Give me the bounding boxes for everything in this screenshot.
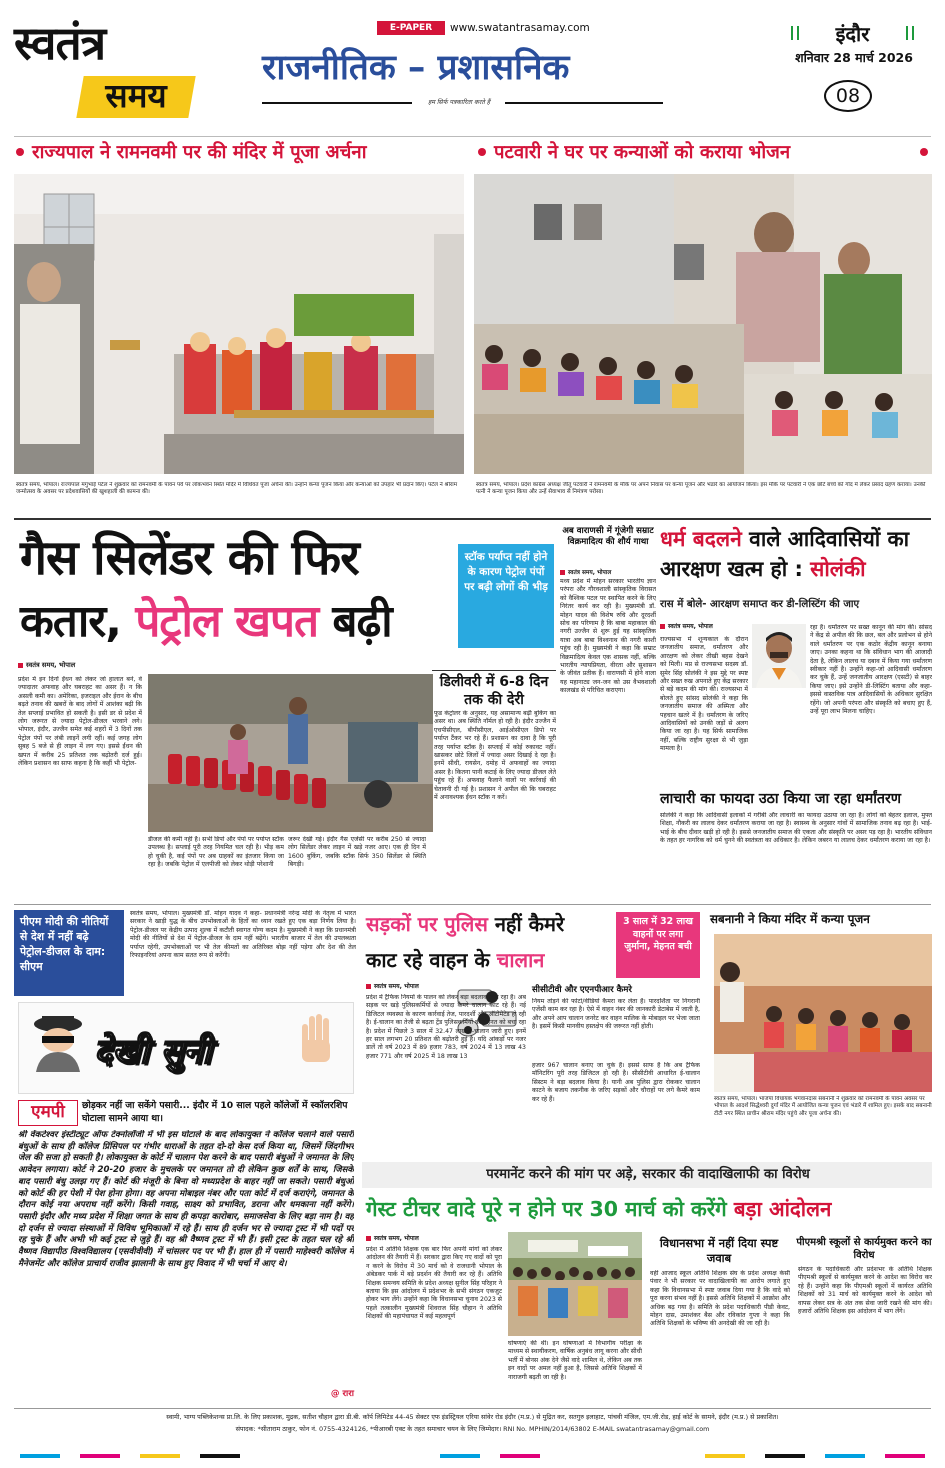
guest-story [362, 1160, 932, 1404]
section-title: राजनीतिक – प्रशासनिक [262, 48, 570, 88]
governor-photo [14, 174, 464, 474]
city-name: इंदौर [835, 22, 870, 46]
governor-story [14, 138, 464, 514]
masthead-rule-right [505, 102, 663, 104]
cctv-head: सीसीटीवी और एएनपीआर कैमरे [532, 985, 632, 995]
police-headline-line2: काट रहे वाहन के चालान [366, 948, 545, 972]
guest-kicker: परमानेंट करने की मांग पर अड़े, सरकार की वादाखिलाफी का विरोध [486, 1167, 810, 1182]
gas-headline-line2: कतार, पेट्रोल खपत बढ़ी [20, 596, 392, 647]
sabnani-caption: स्वतंत्र समय, भोपाल। भाजपा विधायक भगवानदास सबनानी ने शुक्रवार को रामनवमी के पावन अवसर पर भोपाल के आदर्श सिद्धेश्वरी दुर्गा मंदिर में आयोजित कन्या पूजन एवं भंडारे में शामिल हुए। इसके बाद सबनानी टीटी नगर स्थित प्राचीन श्रीराम मंदिर पहुंचे और पूजा अर्चना की। [714, 1096, 932, 1117]
governor-caption: स्वतंत्र समय, भोपाल। राज्यपाल मंगुभाई पटेल ने शुक्रवार को रामनवमी के पावन पर्व पर लोकभवन स्थित मंदिर में विधिवत पूजा अर्चना की। उन्होंने कन्या पूजन किया और कन्याओं को उपहार भी प्रदान किए। पटेल ने श्रीराम जन्मोत्सव के अवसर पर प्रदेशवासियों की खुशहाली की कामना की। [16, 482, 458, 496]
sabnani-story [710, 908, 932, 1158]
lachari-headline: लाचारी का फायदा उठा किया जा रहा धर्मांतरण [660, 791, 902, 807]
patwari-photo [474, 174, 932, 474]
issue-date: शनिवार 28 मार्च 2026 [795, 50, 913, 65]
solanki-photo [752, 624, 806, 688]
print-registration-marks [20, 1452, 925, 1460]
date-bars-right [906, 26, 914, 40]
dekhi-author: @ रारा [330, 1389, 354, 1399]
governor-headline: राज्यपाल ने रामनवमी पर की मंदिर में पूजा अर्चना [32, 142, 367, 163]
dharma-headline: धर्म बदलने वाले आदिवासियों का आरक्षण खत्म हो : सोलंकी [660, 527, 910, 581]
lachari-body: सोलंकी ने कहा कि आदिवासी इलाकों में गरीबी और लाचारी का फायदा उठाया जा रहा है। लोगों को बेहतर इलाज, मुफ्त शिक्षा, नौकरी का लालच देकर धर्मांतरण कराया जा रहा है। स्वास्थ्य के अनुसार गांवों में सामाजिक तनाव बढ़ रहा है। भाई-भाई के बीच दीवार खड़ी हो रही है। इससे जनजातीय समाज की एकता और संस्कृति पर असर पड़ रहा है। भारतीय संविधान के तहत हर नागरिक को धर्म चुनने की स्वतंत्रता का अधिकार है। लेकिन जबरन या लालच देकर धर्मांतरण कराया जा रहा है। [660, 812, 932, 845]
guest-byline: स्वतंत्र समय, भोपाल [366, 1234, 419, 1242]
headline-bullet [920, 148, 928, 156]
dharma-byline: स्वतंत्र समय, भोपाल [660, 622, 713, 630]
padma-body: संगठन के पदाधिकारी और प्रदेशभर के अतिथि शिक्षक पीएमश्री स्कूलों से कार्यमुक्त करने के आदेश का विरोध कर रहे हैं। उन्होंने कहा कि पीएमश्री स्कूलों में कार्यरत अतिथि शिक्षकों को 31 मार्च को कार्यमुक्त करने के आदेश को वापस लेकर सत्र के अंत तक सेवा जारी रखने की मांग की। हजारों अतिथि शिक्षक इस आंदोलन में भाग लेंगे। [798, 1266, 932, 1316]
patwari-headline: पटवारी ने घर पर कन्याओं को कराया भोजन [494, 142, 791, 163]
gas-col2: डीजल की कमी नहीं है। सभी डिपो और पंपों पर पर्याप्त स्टॉक उपलब्ध है। सप्लाई पूरी तरह नियमित चल रही है। भीड़ कम हो चुकी है, कई पंपों पर अब ग्राहकों का इंतजार किया जा रहा है। जबकि पेट्रोल में एलपीजी को लेकर थोड़ी परेशानी [148, 836, 284, 869]
dekhi-headline: छोड़कर नहीं जा सकेंगे पसारी... इंदौर में 10 साल पहले कॉलेजों में स्कॉलरशिप घोटाला सामने आया था। [82, 1100, 348, 1124]
cctv-body: नियम तोड़ने की फोटो/वीडियो कैमरा कर लेता है। पारदर्शिता पर निगरानी एजेंसी काम कर रहा है। ऐसे में वाहन नंबर की जानकारी डेटाबेस में जाती है, और अपने आप चालान जनरेट कर वाहन मालिक के मोबाइल पर भेजा जाता है। इसमें किसी मानवीय हस्तक्षेप की जरूरत नहीं होती। [532, 998, 700, 1031]
dekhi-body: श्री वेंकटेश्वर इंस्टीट्यूट ऑफ टेक्नोलॉजी में भी इस घोटाले के बाद लोकायुक्त ने कॉलेज चलाने वाले पसारी बंधुओं के साथ ही कॉलेज प्रिंसिपल पर गंभीर धाराओं के तहत दो-दो केस दर्ज किया था, जिसमें जिंदगीभर जेल की सजा हो सकती है। लोकायुक्त के कोर्ट में चालान पेश करने के बाद पसारी बंधुओं ने जमानत के लिए आवेदन लगाया। कोर्ट ने 20-20 हजार के मुचलके पर जमानत तो दी लेकिन कुछ शर्तें के साथ, जिसके बाद पसारी बंधु उलझ गए हैं। कोर्ट की मंजूरी के बिना वो मध्यप्रदेश के बाहर नहीं जा सकते। पसारी बंधुओं को कोर्ट की हर पेशी में पेश होना होगा। वह अपना मोबाइल नंबर और पता कोर्ट में दर्ज कराएंगे, जमानत के दौरान कोई नया अपराध नहीं करेंगे। किसी गवाह, साक्ष्य को प्रभावित, डराना और धमकाना नहीं करेंगे। पसारी इंदौर और मध्य प्रदेश में शिक्षा जगत के साथ ही कपड़ा कारोबार, समाजसेवा के लिए बड़ा नाम है। वह दो दर्जन से ज्यादा संस्थाओं में विविध भूमिकाओं में रहे हैं। साथ ही दर्जन भर से ज्यादा ट्रस्ट में भी पदों पर रह चुके हैं और अभी भी कई ट्रस्ट से जुड़े हैं। वह श्री वैष्णव ट्रस्ट में भी हैं। इसी ट्रस्ट के तहत चल रहे श्री वैष्णव विद्यापीठ विश्वविद्यालय (एसवीवीवी) में चांसलर पद पर भी हैं। हाल ही में पसारी माहेश्वरी कॉलेज में मैनेजमेंट और कॉलेज प्राचार्य राजीव झालानी के साथ हुए विवाद में भी चर्चा में आए थे। [18, 1130, 354, 1269]
padma-head: पीएमश्री स्कूलों से कार्यमुक्त करने का विरोध [796, 1237, 932, 1261]
dharma-body-left: राज्यसभा में शून्यकाल के दौरान जनजातीय समाज, धर्मांतरण और आरक्षण को लेकर तीखी बहस देखने को मिली। मप्र से राज्यसभा सदस्य डॉ. सुमेर सिंह सोलंकी ने इस मुद्दे पर स्पष्ट और सख्त रुख अपनाते हुए केंद्र सरकार से बड़े कदम की मांग की। राज्यसभा में बोलते हुए सांसद सोलंकी ने कहा कि जनजातीय समाज की अस्मिता और पहचान खतरे में है। धर्मांतरण के जरिए आदिवासियों को उनकी जड़ों से अलग किया जा रहा है। यह सिर्फ सामाजिक नहीं, बल्कि राष्ट्रीय सुरक्षा से भी जुड़ा मामला है। [660, 636, 748, 753]
pm-story [14, 908, 354, 998]
logo-line2: समय [105, 76, 167, 115]
page-number: 08 [824, 80, 872, 112]
varanasi-headline: अब वाराणसी में गूंजेगी सम्राट विक्रमादित्य की शौर्य गाथा [562, 526, 654, 547]
pm-headline: पीएम मोदी की नीतियों से देश में नहीं बढ़े पेट्रोल-डीजल के दाम: सीएम [14, 910, 124, 996]
divider-top [14, 136, 931, 137]
vidhan-head: विधानसभा में नहीं दिया स्पष्ट जवाब [659, 1236, 779, 1265]
detective-icon [30, 1012, 86, 1072]
masthead-rule-left [262, 102, 412, 104]
police-byline: स्वतंत्र समय, भोपाल [366, 982, 419, 990]
dekhi-suni [14, 1000, 356, 1402]
guest-protest-photo [508, 1232, 642, 1336]
dekhi-logo: देखी सुनी [94, 1032, 212, 1072]
guest-body-mid: घोषणाएं की थीं। इन घोषणाओं में विभागीय परीक्षा के माध्यम से स्थायीकरण, वार्षिक अनुबंध लागू करना और सीधी भर्ती में बोनस अंक देने जैसे वादे शामिल थे, लेकिन अब तक इन वादों पर अमल नहीं हुआ है, जिससे अतिथि शिक्षकों में नाराजगी बढ़ती जा रही है। [508, 1340, 642, 1381]
footer-imprint: स्वामी, भाग्य पब्लिकेशन्स प्रा.लि. के लिए प्रकाशक, मुद्रक, सतीश चौहान द्वारा डी.बी. कॉर्प लिमिटेड 44-45 सेक्टर एफ इंडस्ट्रियल एरिया सांवेर रोड इंदौर (म.प्र.) से मुद्रित कर, सतगुरु इलाहाट, पांचवी मंजिल, एम.जी.रोड, हाई कोर्ट के सामने, इंदौर (म.प्र.) से प्रकाशित। [166, 1413, 779, 1421]
dharma-subhead: रास में बोले- आरक्षण समाप्त कर डी-लिस्टिंग की जाए [660, 599, 860, 610]
pm-body: स्वतंत्र समय, भोपाल। मुख्यमंत्री डॉ. मोहन यादव ने कहा- प्रधानमंत्री नरेन्द्र मोदी के नेतृत्व में भारत सरकार ने खाड़ी युद्ध के बीच उपभोक्ताओं के हितों का ध्यान रखते हुए एक बड़ा निर्णय लिया है। पेट्रोल-डीजल पर केंद्रीय उत्पाद शुल्क में कटौती स्वागत योग्य कदम है। मुख्यमंत्री ने कहा कि प्रधानमंत्री मोदी की नीतियों से देश में पेट्रोल-डीजल के दाम नहीं बढ़ेंगे। भारतीय बाजार में तेल की उपलब्धता पर्याप्त रहेगी, उपभोक्ताओं पर भी तेल कीमतों का अतिरिक्त बोझ नहीं पड़ेगा और देश की तेल रिफाइनरियां अपना काम सतत रूप से करेंगी। [130, 910, 356, 960]
dharma-body-right: रहा है। धर्मांतरण पर सख्त कानून की मांग की। सांसद ने केंद्र से अपील की कि छल, बल और प्रलोभन से होने वाले धर्मांतरण पर एक कठोर केंद्रीय कानून बनाया जाए। उनका कहना था कि संविधान भाग की आजादी देता है, लेकिन लालच या दबाव में किया गया धर्मांतरण स्वीकार नहीं है। उन्होंने कहा-जो आदिवासी धर्मांतरण कर चुके हैं, उन्हें जनजातीय आरक्षण (एसटी) से बाहर किया जाए। इसे उन्होंने डी-लिस्टिंग बताया और कहा-इससे वास्तविक पात्र आदिवासियों के अधिकार सुरक्षित रहेंगे। जो अपनी परंपरा और संस्कृति को बचाए हुए हैं, उन्हें पूरा लाभ मिलना चाहिए। [810, 624, 932, 716]
gas-col1: प्रदेश में इन दिनों ईंधन को लेकर जो हालात बने, वे ज्यादातर अफवाह और घबराहट का असर हैं। न कि असली कमी का। अमेरिका, इजराइल और ईरान के बीच बढ़ते तनाव की खबरों के बाद लोगों में आशंका बढ़ी कि तेल सप्लाई प्रभावित हो सकती है। इसी डर से प्रदेश में लोग जरूरत से ज्यादा पेट्रोल-डीजल भरवाने लगे। भोपाल, इंदौर, उज्जैन समेत कई शहरों में 3 दिनों तक पेट्रोल पंपों पर लंबी लाइनें लगी रहीं। कई जगह लोग सुबह 5 बजे से ही लाइन में लग गए। इससे ईंधन की खपत में करीब 25 प्रतिशत तक बढ़ोतरी दर्ज हुई। लेकिन प्रशासन का साफ कहना है कि कहीं भी पेट्रोल- [18, 676, 142, 768]
footer-editor: संपादक: *सीताराम ठाकुर, फोन नं. 0755-4324126, *पीआरबी एक्ट के तहत समाचार चयन के लिए जिम्मेदार। RNI No. MPHIN/2014/63802 E-MAIL swatantrasamay@gmail.com [235, 1425, 710, 1433]
gas-photo [148, 674, 433, 832]
dharma-story [660, 524, 932, 788]
delivery-body: फूड कंट्रोलर के अनुसार, यह असामान्य बढ़ी बुकिंग का असर था। अब स्थिति नॉर्मल हो रही है। इंदौर उज्जैन में एचपीसीएल, बीपीसीएल, आईओसीएल डिपो पर पर्याप्त टैंकर भर रहे हैं। प्रशासन का दावा है कि पूरी तरह पर्याप्त स्टॉक है। सप्लाई में कोई रुकावट नहीं। खासकर छोटे जिलों में ज्यादा असर दिखाई दे रहा है। इनमें सीधी, रायसेन, दमोह में अफवाहों का ज्यादा असर है। कितना पानी कटाई के लिए ज्यादा डीजल लेते पहुंच रहे हैं। अफवाह फैलाने वालों पर कार्रवाई की चेतावनी दी गई है। प्रशासन ने अपील की कि घबराहट में अनावश्यक ईंधन स्टॉक न करें। [434, 710, 556, 802]
police-story [362, 908, 702, 1158]
divider-row2 [14, 904, 931, 905]
footer-rule [14, 1408, 931, 1409]
varanasi-body: मध्य प्रदेश में मोहन सरकार भारतीय ज्ञान परंपरा और गौरवशाली सांस्कृतिक विरासत को वैश्विक पटल पर स्थापित करने के लिए निरंतर कार्य कर रही है। मुख्यमंत्री डॉ. मोहन यादव की विशेष रुचि और दूरदर्शी सोच का परिणाम है कि बाबा महाकाल की नगरी उज्जैन से शुरू हुई यह सांस्कृतिक यात्रा अब बाबा विश्वनाथ की नगरी काशी पहुंच रही है। मुख्यमंत्री ने कहा कि सम्राट विक्रमादित्य केवल एक शासक नहीं, बल्कि भारतीय न्यायप्रियता, वीरता और सुशासन के जीवंत प्रतीक हैं। वाराणसी में होने वाला यह महानाट्य जन-जन को उस वैभवशाली कालखंड से परिचित कराएगा। [560, 578, 656, 695]
logo-line1: स्वतंत्र [14, 16, 106, 70]
lachari-story [660, 788, 932, 906]
delivery-headline: डिलीवरी में 6-8 दिन तक की देरी [432, 670, 556, 709]
police-headline-line1: सड़कों पर पुलिस नहीं कैमरे [366, 912, 565, 936]
police-highlight: 3 साल में 32 लाख वाहनों पर लगा जुर्माना, मेहनत बची [616, 912, 700, 978]
guest-headline: गेस्ट टीचर वादे पूरे न होने पर 30 मार्च को करेंगे बड़ा आंदोलन [366, 1197, 832, 1221]
gas-story [14, 524, 556, 909]
sabnani-photo [714, 934, 932, 1092]
gas-headline-line1: गैस सिलेंडर की फिर [20, 530, 359, 586]
masthead [0, 0, 945, 132]
patwari-story [472, 138, 932, 514]
tagline: हम सिर्फ पत्रकारिता करते हैं [427, 99, 491, 106]
headline-bullet [478, 148, 486, 156]
gas-col3: जरूर देखी गई। इंदौर गैस एजेंसी पर करीब 250 से ज्यादा लोग सिलेंडर लेकर लाइन में खड़े नजर आए। एक ही दिन में 1600 बुकिंग, जबकि स्टॉक सिर्फ 350 सिलेंडर से स्थिति बिगड़ी। [288, 836, 426, 869]
gas-byline: स्वतंत्र समय, भोपाल [18, 660, 75, 669]
police-body-right: हजार 967 चालान बनाए जा चुके हैं। इससे साफ है कि अब ट्रैफिक मॉनिटरिंग पूरी तरह डिजिटल हो रही है। सीसीटीवी आधारित ई-चालान सिस्टम ने बड़ा बदलाव किया है। यानी अब पुलिस द्वारा रोककर चालान काटने के बजाय तकनीक के जरिए सड़कों और चौराहों पर लगे कैमरे काम कर रहे हैं। [532, 1062, 700, 1103]
guest-body-left: प्रदेश में अतिथि शिक्षक एक बार फिर अपनी मांगों को लेकर आंदोलन की तैयारी में हैं। सरकार द्वारा किए गए वादों को पूरा न करने के विरोध में 30 मार्च को वे राजधानी भोपाल के अंबेडकर पार्क में बड़े प्रदर्शन की तैयारी कर रहे हैं। अतिथि शिक्षक समन्वय समिति के प्रदेश अध्यक्ष सुनील सिंह परिहार ने बताया कि इस आंदोलन में प्रदेशभर के सभी संगठन एकजुट होकर भाग लेंगे। उन्होंने कहा कि विधानसभा चुनाव 2023 से पहले तत्कालीन मुख्यमंत्री शिवराज सिंह चौहान ने अतिथि शिक्षकों की महापंचायत में कई महत्वपूर्ण [366, 1246, 502, 1321]
gas-highlight-box: स्टॉक पर्याप्त नहीं होने के कारण पेट्रोल पंपों पर बढ़ी लोगों की भीड़ [458, 544, 554, 648]
varanasi-story [560, 524, 656, 909]
website-link[interactable]: www.swatantrasamay.com [450, 22, 590, 34]
patwari-caption: स्वतंत्र समय, भोपाल। प्रदेश कांग्रेस अध्यक्ष जीतू पटवारी ने रामनवमी के मौके पर अपने निवास पर कन्या पूजन और भंडारे का आयोजन किया। इस मौके पर पटवारी ने एक छोटे बच्चे को गोद में लेकर प्रसाद ग्रहण कराया। उनकी पत्नी ने कन्या पूजन किया और उन्हें सेवाभाव से निमंत्रण परोसा। [476, 482, 926, 496]
date-bars-left [791, 26, 799, 40]
headline-bullet [16, 148, 24, 156]
hand-icon [294, 1010, 338, 1064]
sabnani-headline: सबनानी ने किया मंदिर में कन्या पूजन [710, 912, 870, 926]
epaper-badge: E-PAPER [377, 21, 445, 35]
police-body-left: प्रदेश में ट्रैफिक नियमों के पालन को लेकर बड़ा बदलाव दिख रहा है। अब सड़क पर खड़े पुलिसकर्मियों से ज्यादा कैमरे चालान काट रहे हैं। नई डिजिटल व्यवस्था के कारण कार्रवाई तेज, पारदर्शी और ऑटोमेटेड हो रही है। ई-चालान का तेजी से बढ़ता ट्रेंड पुलिसकर्मियों की मेहनत को बचा रहा है। प्रदेश में पिछले 3 साल में 32.47 लाख ई-चालान जारी हुए। इनमें हर साल लगभग 20 प्रतिशत की बढ़ोतरी हुई है। यदि आंकड़ों पर नजर डालें तो वर्ष 2023 में 89 हजार 783, वर्ष 2024 में 13 लाख 43 हजार 771 और वर्ष 2025 में 18 लाख 13 [366, 994, 526, 1060]
varanasi-byline: स्वतंत्र समय, भोपाल [560, 568, 611, 576]
divider-mid [14, 518, 931, 520]
dekhi-label: एमपी [18, 1100, 78, 1126]
vidhan-body: वहीं आजाद स्कूल अतिथि शिक्षक संघ के प्रदेश अध्यक्ष केसी पंवार ने भी सरकार पर वादाखिलाफी का आरोप लगाते हुए कहा कि विधानसभा में स्पष्ट जवाब दिया गया है कि वादे को पूरा करना संभव नहीं है। इससे अतिथि शिक्षकों में आक्रोश और अधिक बढ़ गया है। समिति के प्रदेश पदाधिकारी पीडी केवट, मोहन दास, उमाशंकर बैस और रविकांत गुप्ता ने कहा कि अतिथि शिक्षकों के भविष्य की अनदेखी की जा रही है। [650, 1270, 790, 1328]
